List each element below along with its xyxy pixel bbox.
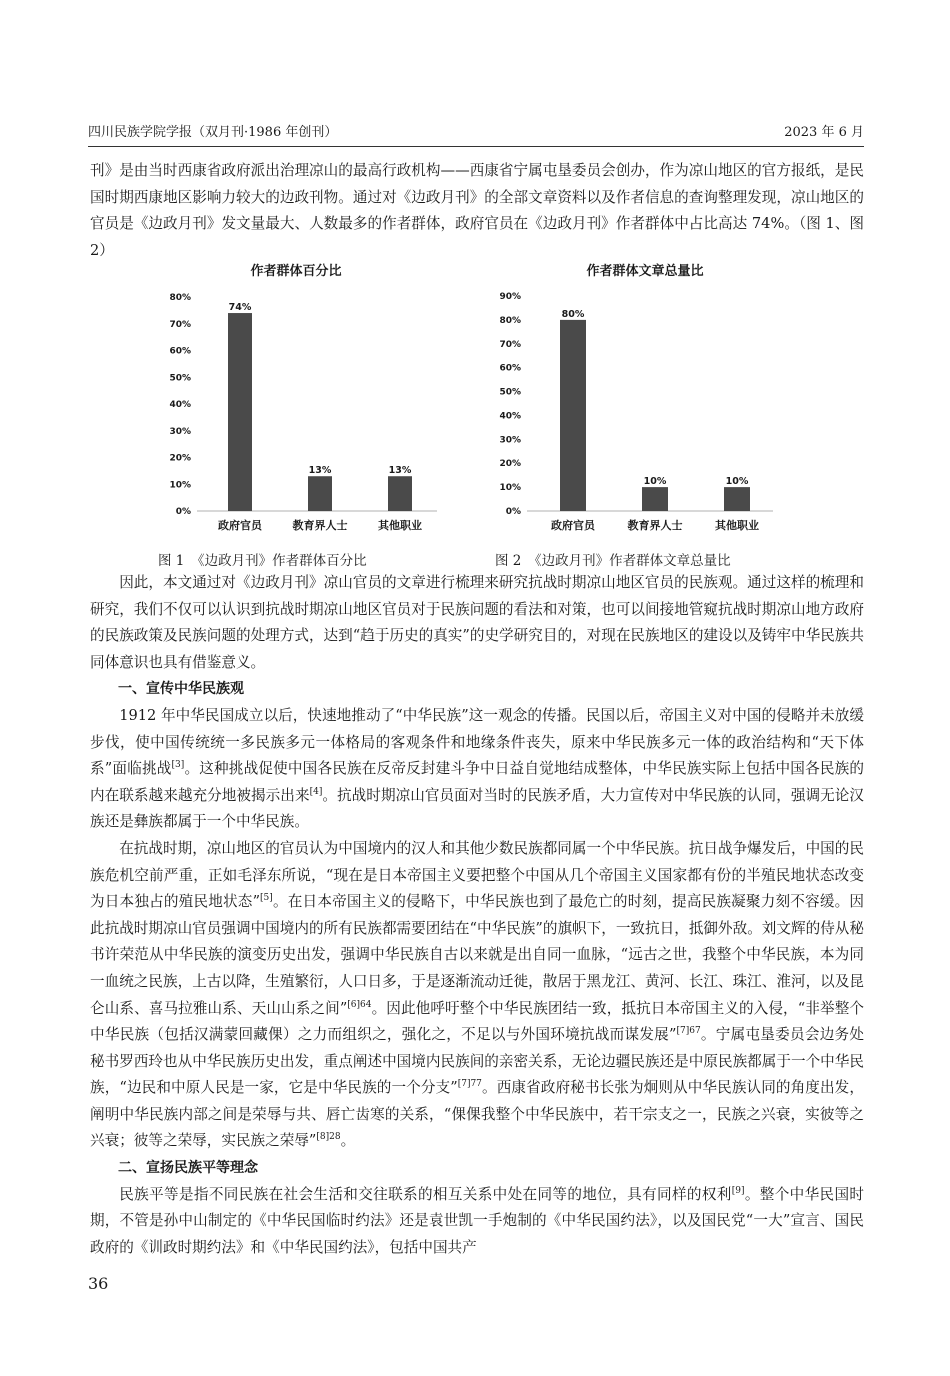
y-tick-label: 90% [499,292,521,302]
citation: [3] [171,760,185,771]
citation: [7]77 [457,1079,482,1090]
y-tick-label: 20% [499,459,521,470]
figure-2-text: 《边政月刊》作者群体文章总量比 [534,553,731,569]
chart-article-share [480,258,800,543]
header-rule [88,146,864,147]
bar [388,476,412,511]
y-tick-label: 10% [499,483,521,494]
citation: [7]67 [676,1026,701,1037]
y-tick-label: 40% [169,400,191,410]
bar [560,320,586,511]
category-label: 政府官员 [218,519,262,532]
bar [724,487,750,511]
bar [642,487,668,511]
citation: [8]28 [316,1132,341,1143]
page-number: 36 [88,1274,109,1293]
text-run: 1912 年中华民国成立以后，快速地推动了“中华民族”这一观念的传播。民国以后，帝国主义对中国的侵略并未放缓步伐，使中国传统统一多民族多元一体格局的客观条件和地缘条件丧失，原来中华民族多元一体的政治结构和“天下体系”面临挑战 [90,706,864,778]
bar [308,476,332,511]
category-label: 教育界人士 [627,519,683,532]
citation: [9] [731,1185,745,1196]
bar [228,313,252,511]
data-label: 80% [561,308,585,320]
y-tick-label: 0% [505,507,521,517]
y-tick-label: 50% [499,387,521,398]
category-label: 教育界人士 [292,519,348,532]
y-tick-label: 70% [499,339,521,350]
y-tick-label: 20% [169,453,191,464]
journal-name: 四川民族学院学报（双月刊·1986 年创刊） [88,125,338,140]
text-run: 。在日本帝国主义的侵略下，中华民族也到了最危亡的时刻，提高民族凝聚力刻不容缓。因此抗战时期凉山官员强调中国境内的所有民族都需要团结在“中华民族”的旗帜下，一致抗日，抵御外敌。刘文辉的侍从秘书许荣范从中华民族的演变历史出发，强调中华民族自古以来就是出自同一血脉，“远古之世，我整个中华民族，本为同一血统之民族，上古以降，生殖繁衍，人口日多，于是逐渐流动迁徙，散居于黑龙江、黄河、长江、珠江、淮河，以及昆仑山系、喜马拉雅山系、天山山系之间” [90,893,864,1017]
y-tick-label: 70% [169,319,191,330]
section-heading-2: 二、宣扬民族平等理念 [118,1160,258,1177]
y-tick-label: 80% [169,293,191,303]
category-label: 其他职业 [378,519,422,532]
citation: [6]64 [347,999,372,1010]
text-run: 。 [340,1132,356,1150]
intro-block [90,158,864,264]
text-run: 。整个中华民国时期，不管是孙中山制定的《中华民国临时约法》还是袁世凯一手炮制的《中华民国约法》，以及国民党“一大”宣言、国民政府的《训政时期约法》和《中华民国约法》，包括中国共产 [90,1185,864,1256]
data-label: 74% [228,302,252,314]
data-label: 10% [643,476,667,488]
running-header [88,118,864,140]
chart-author-percentage [150,258,450,543]
intro-paragraph: 刊》是由当时西康省政府派出治理凉山的最高行政机构——西康省宁属屯垦委员会创办，作为凉山地区的官方报纸，是民国时期西康地区影响力较大的边政刊物。通过对《边政月刊》的全部文章资料以及作者信息的查询整理发现，凉山地区的官员是《边政月刊》发文量最大、人数最多的作者群体，政府官员在《边政月刊》作者群体中占比高达 74%。（图 1、图 2） [90,162,864,259]
data-label: 13% [308,465,332,477]
paragraph-4 [90,1182,864,1262]
chart-title: 作者群体百分比 [250,264,342,279]
y-tick-label: 0% [175,507,191,517]
category-label: 政府官员 [551,519,595,532]
paragraph-2 [90,703,864,836]
text-run: 。西康省政府秘书长张为炯则从中华民族认同的角度出发，阐明中华民族内部之间是荣辱与共、唇亡齿寒的关系，“倮倮我整个中华民族中，若干宗支之一，民族之兴衰，实彼等之兴衰；彼等之荣辱，实民族之荣辱” [90,1079,864,1150]
y-tick-label: 80% [499,315,521,326]
y-tick-label: 10% [169,480,191,491]
issue-date: 2023 年 6 月 [784,125,864,140]
figure-1-text: 《边政月刊》作者群体百分比 [197,553,367,569]
y-tick-label: 60% [169,346,191,357]
y-tick-label: 40% [499,411,521,422]
y-tick-label: 30% [499,435,521,446]
category-label: 其他职业 [715,519,759,532]
y-tick-label: 30% [169,426,191,437]
chart-title: 作者群体文章总量比 [586,264,704,279]
paragraph-1: 因此，本文通过对《边政月刊》凉山官员的文章进行梳理来研究抗战时期凉山地区官员的民族观。通过这样的梳理和研究，我们不仅可以认识到抗战时期凉山地区官员对于民族问题的看法和对策，也可以间接地管窥抗战时期凉山地方政府的民族政策及民族问题的处理方式，达到“趋于历史的真实”的史学研究目的，对现在民族地区的建设以及铸牢中华民族共同体意识也具有借鉴意义。 [90,574,864,671]
y-tick-label: 60% [499,363,521,374]
y-tick-label: 50% [169,373,191,384]
text-run: 在抗战时期，凉山地区的官员认为中国境内的汉人和其他少数民族都同属一个中华民族。抗日战争爆发后，中国的民族危机空前严重，正如毛泽东所说，“现在是日本帝国主义要把整个中国从几个帝国主义国家都有份的半殖民地状态改变为日本独占的殖民地状态” [90,839,864,911]
citation: [4] [309,786,323,797]
text-run: 。因此他呼吁整个中华民族团结一致，抵抗日本帝国主义的入侵，“非举整个中华民族（包括汉满蒙回藏倮）之力而组织之，强化之，不足以与外国环境抗战而谋发展” [90,999,864,1044]
text-run: 。抗战时期凉山官员面对当时的民族矛盾，大力宣传对中华民族的认同，强调无论汉族还是彝族都属于一个中华民族。 [90,786,864,831]
text-run: 。这种挑战促使中国各民族在反帝反封建斗争中日益自觉地结成整体，中华民族实际上包括中国各民族的内在联系越来越充分地被揭示出来 [90,760,864,804]
main-text [90,570,864,1261]
paragraph-3 [90,836,864,1155]
data-label: 10% [725,476,749,488]
text-run: 。宁属屯垦委员会边务处秘书罗西玲也从中华民族历史出发，重点阐述中国境内民族间的亲密关系，无论边疆民族还是中原民族都属于一个中华民族，“边民和中原人民是一家，它是中华民族的一个分支” [90,1026,864,1097]
section-heading-1: 一、宣传中华民族观 [118,681,244,698]
figure-1-number: 图 1 [158,553,185,569]
figure-2-caption [495,549,731,569]
text-run: 民族平等是指不同民族在社会生活和交往联系的相互关系中处在同等的地位，具有同样的权利 [119,1185,732,1203]
figure-2-number: 图 2 [495,553,522,569]
data-label: 13% [388,465,412,477]
citation: [5] [260,893,273,904]
figure-1-caption [158,549,367,569]
